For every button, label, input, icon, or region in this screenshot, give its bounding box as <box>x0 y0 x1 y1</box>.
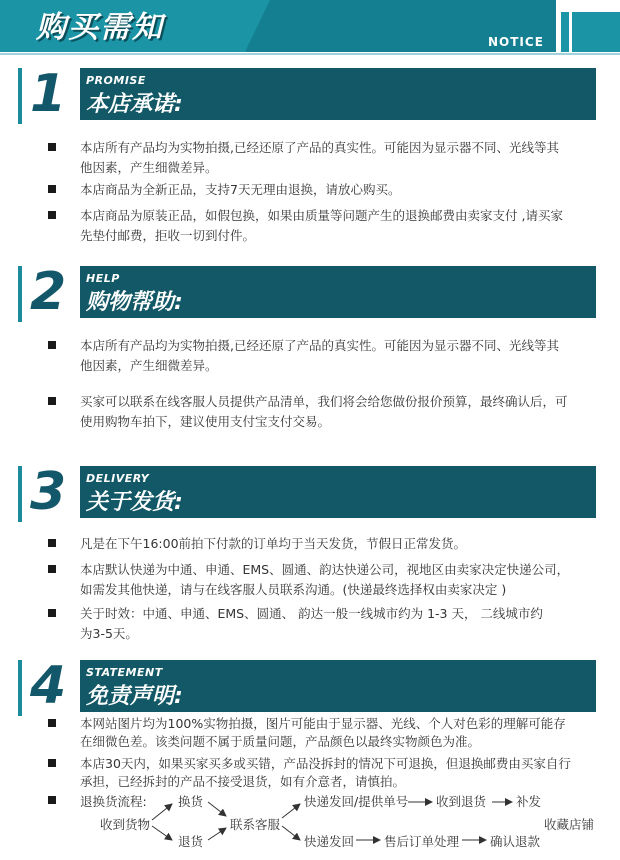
item-line: 如需发其他快递，请与在线客服人员联系沟通。(快递最终选择权由卖家决定 ) <box>80 582 507 597</box>
item-line: 凡是在下午16:00前拍下付款的订单均于当天发货，节假日正常发货。 <box>80 536 467 551</box>
section-english-title: DELIVERY <box>86 472 150 485</box>
item-line: 本店商品为原装正品，如假包换，如果由质量等问题产生的退换邮费由卖家支付 ,请买家 <box>80 208 563 223</box>
section-accent-bar <box>18 68 22 124</box>
section-number: 3 <box>30 462 67 522</box>
section-number: 2 <box>30 262 67 322</box>
header-deco-bar <box>561 12 569 52</box>
item-line: 使用购物车拍下，建议使用支付宝支付交易。 <box>80 414 331 429</box>
bullet-square <box>48 719 56 727</box>
bullet-square <box>48 211 56 219</box>
section-chinese-title: 关于发货: <box>86 490 183 515</box>
return-flow-diagram <box>0 790 620 860</box>
flow-upper-step-3: 补发 <box>516 794 542 809</box>
section-chinese-title: 本店承诺: <box>86 92 183 117</box>
flow-lower-step-3: 确认退款 <box>490 834 541 849</box>
section-english-title: PROMISE <box>86 74 146 87</box>
page-header <box>0 0 620 56</box>
item-line: 关于时效：中通、申通、EMS、圆通、 韵达一般一线城市约为 1-3 天， 二线城市约 <box>80 606 543 621</box>
item-line: 为3-5天。 <box>80 626 138 641</box>
item-line: 本网站图片均为100%实物拍摄，图片可能由于显示器、光线、个人对色彩的理解可能存 <box>80 716 566 731</box>
section-accent-bar <box>18 660 22 716</box>
bullet-square <box>48 143 56 151</box>
bullet-square <box>48 759 56 767</box>
item-line: 买家可以联系在线客服人员提供产品清单，我们将会给您做份报价预算，最终确认后，可 <box>80 394 568 409</box>
flow-exchange: 换货 <box>178 794 204 809</box>
item-line: 本店所有产品均为实物拍摄,已经还原了产品的真实性。可能因为显示器不同、光线等其 <box>80 140 559 155</box>
flow-return: 退货 <box>178 834 204 849</box>
bullet-square <box>48 539 56 547</box>
section-accent-bar <box>18 466 22 522</box>
flow-lower-step-2: 售后订单处理 <box>384 834 460 849</box>
bullet-square <box>48 397 56 405</box>
section-chinese-title: 免责声明: <box>86 684 183 709</box>
section-english-title: STATEMENT <box>86 666 163 679</box>
section-number: 1 <box>30 64 67 124</box>
item-line: 本店商品为全新正品，支持7天无理由退换，请放心购买。 <box>80 182 401 197</box>
section-number: 4 <box>30 656 67 716</box>
item-line: 他因素，产生细微差异。 <box>80 160 218 175</box>
item-line: 他因素，产生细微差异。 <box>80 358 218 373</box>
section-chinese-title: 购物帮助: <box>86 290 183 315</box>
item-line: 本店所有产品均为实物拍摄,已经还原了产品的真实性。可能因为显示器不同、光线等其 <box>80 338 559 353</box>
flow-upper-step-2: 收到退货 <box>436 794 487 809</box>
favorite-store-link[interactable]: 收藏店铺 <box>544 817 595 832</box>
flow-label: 退换货流程: <box>80 794 147 809</box>
flow-start: 收到货物 <box>100 817 151 832</box>
flow-upper-step-1: 快递发回/提供单号 <box>304 794 409 809</box>
section-english-title: HELP <box>86 272 120 285</box>
bullet-square <box>48 185 56 193</box>
page-title: 购买需知 <box>36 10 164 45</box>
header-divider <box>0 53 620 55</box>
bullet-square <box>48 565 56 573</box>
bullet-square <box>48 609 56 617</box>
flow-contact-service: 联系客服 <box>230 817 281 832</box>
item-line: 在细微色差。该类问题不属于质量问题，产品颜色以最终实物颜色为准。 <box>80 734 481 749</box>
item-line: 本店默认快递为中通、申通、EMS、圆通、韵达快递公司，视地区由卖家决定快递公司， <box>80 562 570 577</box>
item-line: 本店30天内，如果买家买多或买错，产品没拆封的情况下可退换，但退换邮费由买家自行 <box>80 756 571 771</box>
item-line: 先垫付邮费，拒收一切到付件。 <box>80 228 256 243</box>
notice-label: NOTICE <box>488 35 544 49</box>
header-deco-block <box>572 12 620 52</box>
bullet-square <box>48 341 56 349</box>
section-accent-bar <box>18 266 22 322</box>
bullet-square <box>48 796 56 804</box>
flow-lower-step-1: 快递发回 <box>304 834 355 849</box>
item-line: 承担，已经拆封的产品不接受退货，如有介意者，请慎拍。 <box>80 774 406 789</box>
